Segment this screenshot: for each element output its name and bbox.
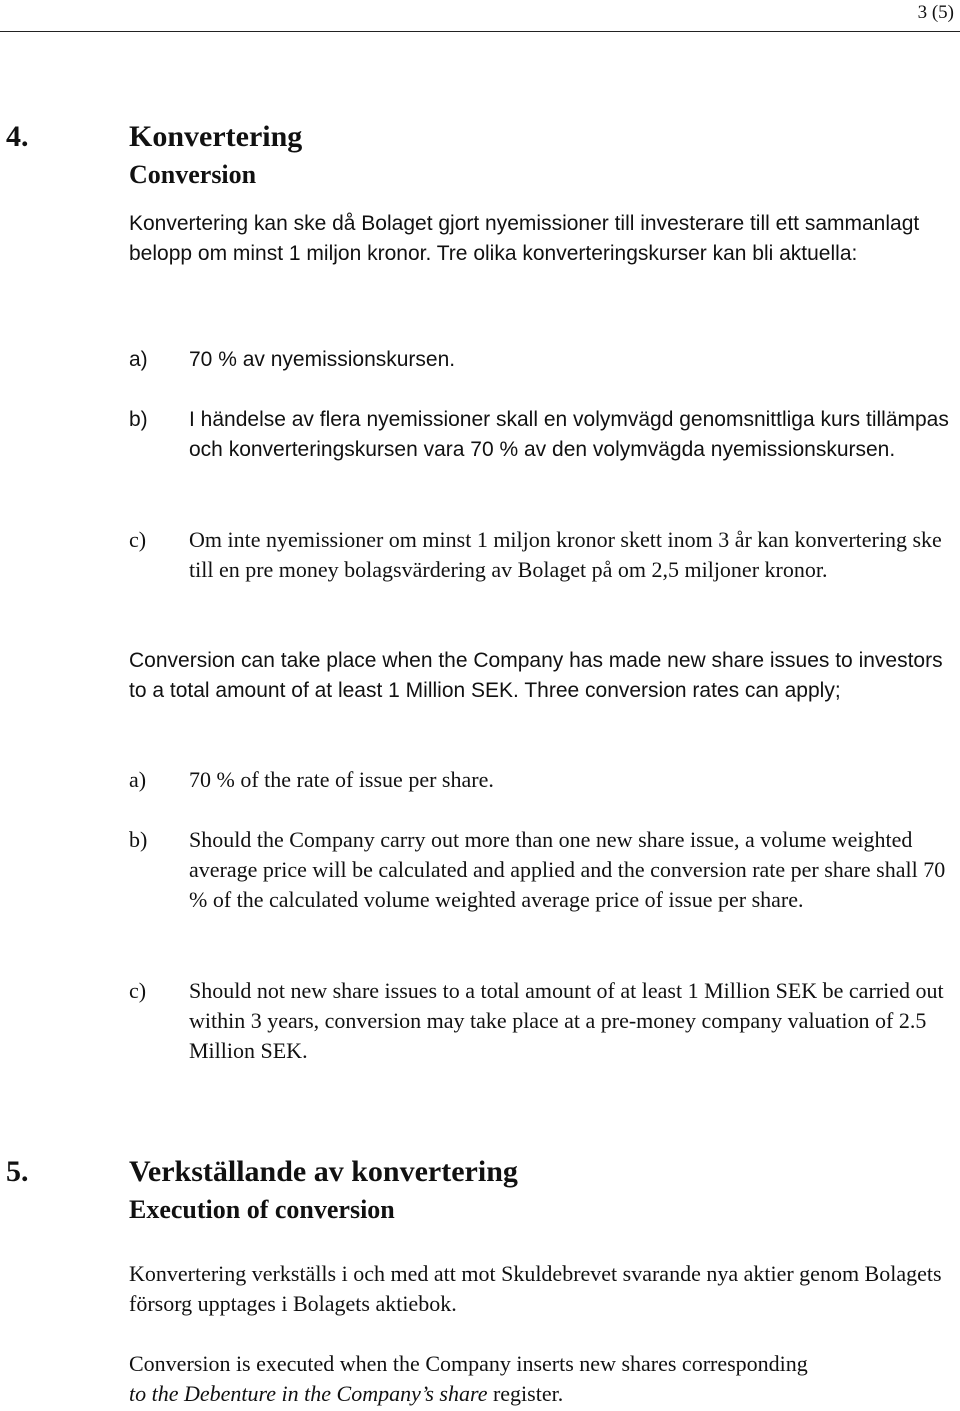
section-5-para-en (129, 1349, 954, 1409)
list-item-label: a) (129, 767, 147, 792)
list-item-label: b) (129, 827, 148, 852)
section-4-intro-en: Conversion can take place when the Company has made new share issues to investors to a total amount of at least 1 Million SEK. Three conversion rates can apply; (129, 649, 943, 702)
list-item-label: a) (129, 348, 148, 371)
section-4-intro-sv: Konvertering kan ske då Bolaget gjort nyemissioner till investerare till ett sammanlagt belopp om minst 1 miljon kronor. Tre olika konverteringskurser kan bli aktuella: (129, 212, 920, 265)
section-4-title: Konvertering (129, 120, 303, 153)
list-item-text: Should the Company carry out more than one new share issue, a volume weighted average price will be calculated and applied and the conversion rate per share shall 70 % of the calculated volume weighted average price of issue per share. (189, 827, 946, 912)
list-item-label: b) (129, 408, 148, 431)
list-item-text: I händelse av flera nyemissioner skall en volymvägd genomsnittliga kurs tillämpas och konverteringskursen vara 70 % av den volymvägda nyemissionskursen. (189, 408, 949, 461)
list-item-label: c) (129, 527, 147, 552)
list-item-text: Should not new share issues to a total amount of at least 1 Million SEK be carried out within 3 years, conversion may take place at a pre-money company valuation of 2.5 Million SEK. (189, 978, 944, 1063)
section-5-number: 5. (6, 1155, 29, 1188)
para-en-italic-part: to the Debenture in the Company’s share (129, 1381, 488, 1406)
page-number: 3 (5) (917, 2, 954, 23)
section-5-para-sv: Konvertering verkställs i och med att mot Skuldebrevet svarande nya aktier genom Bolagets försorg upptages i Bolagets aktiebok. (129, 1261, 942, 1316)
section-5-subtitle: Execution of conversion (129, 1195, 395, 1224)
para-en-line-2 (129, 1379, 954, 1409)
section-4-subtitle: Conversion (129, 160, 257, 189)
header-divider (0, 31, 960, 32)
para-en-rest: register. (487, 1381, 564, 1406)
list-item-text: 70 % of the rate of issue per share. (189, 767, 494, 792)
list-item-text: Om inte nyemissioner om minst 1 miljon kronor skett inom 3 år kan konvertering ske till en pre money bolagsvärdering av Bolaget på om 2,5 miljoner kronor. (189, 527, 942, 582)
section-4-number: 4. (6, 120, 29, 153)
list-item-label: c) (129, 978, 147, 1003)
section-5-title: Verkställande av konvertering (129, 1155, 518, 1188)
para-en-line-1: Conversion is executed when the Company inserts new shares corresponding (129, 1351, 808, 1376)
list-item-text: 70 % av nyemissionskursen. (189, 348, 456, 371)
